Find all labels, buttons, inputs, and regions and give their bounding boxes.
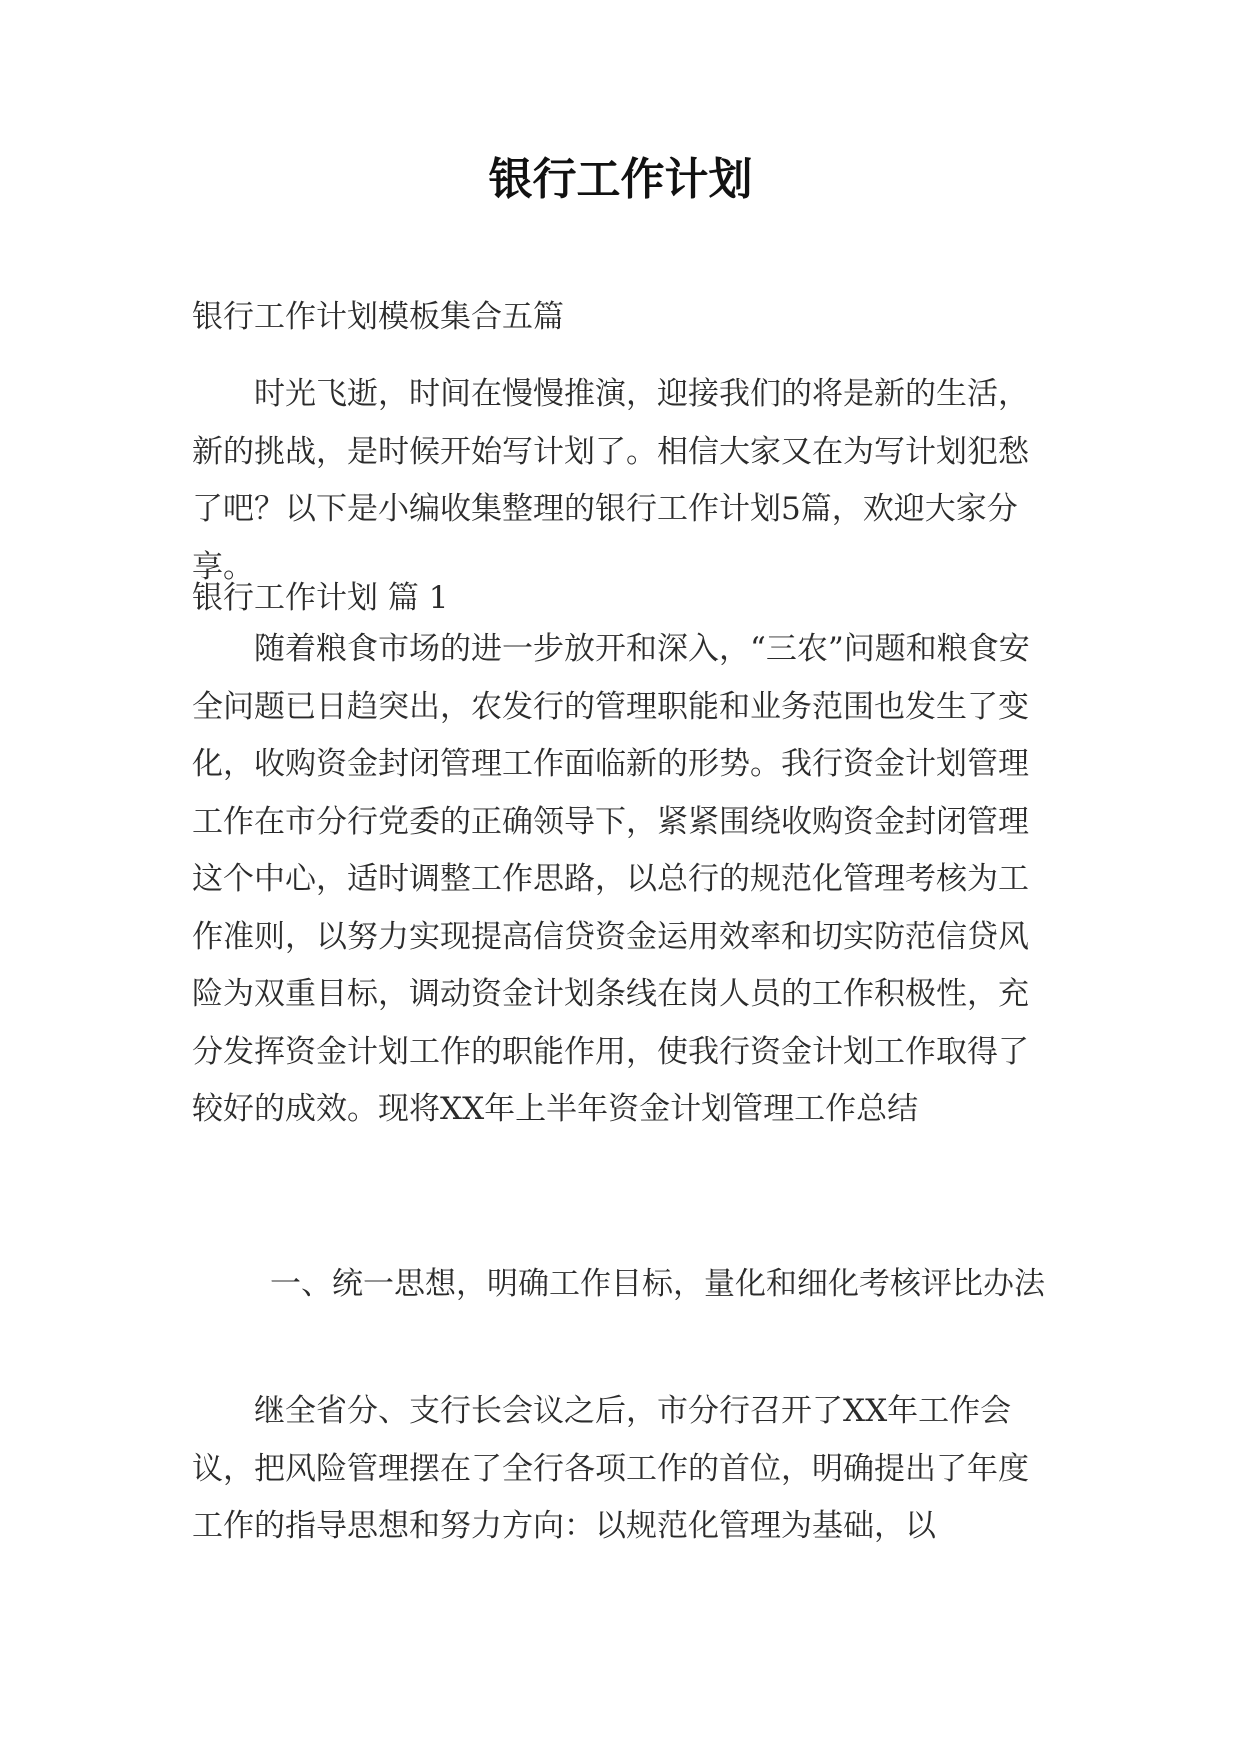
document-subtitle: 银行工作计划模板集合五篇 — [192, 299, 564, 335]
body-paragraph-1: 随着粮食市场的进一步放开和深入，“三农”问题和粮食安全问题已日趋突出，农发行的管理职能和业务范围也发生了变化，收购资金封闭管理工作面临新的形势。我行资金计划管理工作在市分行党委的正确领导下，紧紧围绕收购资金封闭管理这个中心，适时调整工作思路，以总行的规范化管理考核为工作准则，以努力实现提高信贷资金运用效率和切实防范信贷风险为双重目标，调动资金计划条线在岗人员的工作积极性，充分发挥资金计划工作的职能作用，使我行资金计划工作取得了较好的成效。现将XX年上半年资金计划管理工作总结 — [192, 631, 1030, 1127]
section-heading: 银行工作计划 篇 1 — [192, 580, 449, 616]
subheading-1: 一、统一思想，明确工作目标，量化和细化考核评比办法 — [270, 1266, 1045, 1302]
intro-paragraph: 时光飞逝，时间在慢慢推演，迎接我们的将是新的生活，新的挑战，是时候开始写计划了。相信大家又在为写计划犯愁了吧？以下是小编收集整理的银行工作计划5篇，欢迎大家分享。 — [192, 376, 1029, 585]
body-paragraph-2: 继全省分、支行长会议之后，市分行召开了XX年工作会议，把风险管理摆在了全行各项工作的首位，明确提出了年度工作的指导思想和努力方向：以规范化管理为基础，以 — [192, 1393, 1029, 1544]
document-title: 银行工作计划 — [488, 154, 753, 205]
